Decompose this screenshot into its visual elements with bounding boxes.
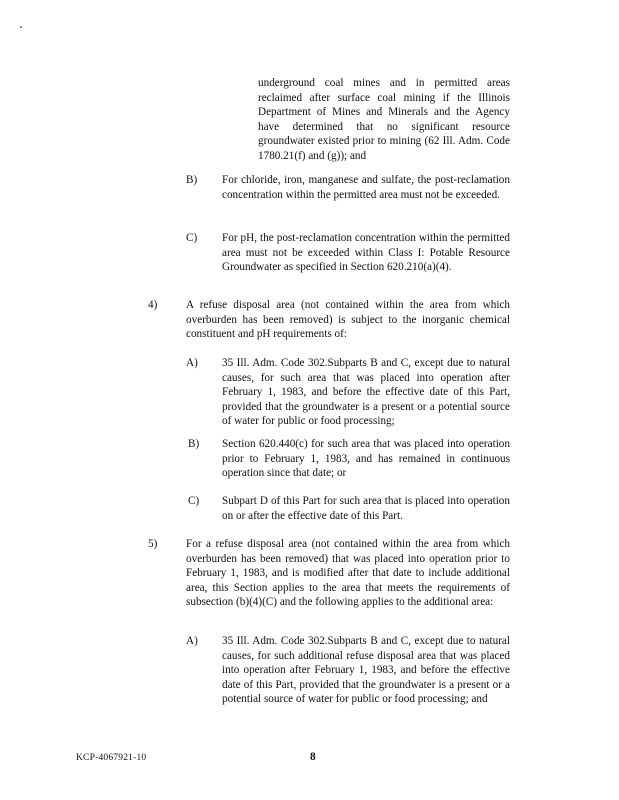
item-4-label: 4) bbox=[148, 299, 158, 311]
item-4-paragraph: A refuse disposal area (not contained within the area from which overburden has been removed) is subject to the inorganic chemical constituent and pH requirements of: bbox=[186, 299, 510, 341]
item-4a-paragraph: 35 Ill. Adm. Code 302.Subparts B and C, except due to natural causes, for such area that was placed into operation after February 1, 1983, and before the effective date of this Part, provided that the groundwater is a present or a potential source of water for public or food processing; bbox=[222, 357, 510, 428]
item-4a-label: A) bbox=[186, 357, 198, 369]
item-5-label: 5) bbox=[148, 538, 158, 550]
item-b-paragraph: For chloride, iron, manganese and sulfate, the post-reclamation concentration within the permitted area must not be exceeded. bbox=[222, 174, 510, 201]
item-5a-label: A) bbox=[186, 635, 198, 647]
item-c-label: C) bbox=[186, 232, 198, 244]
page-number: 8 bbox=[310, 751, 316, 763]
item-4c-paragraph: Subpart D of this Part for such area that is placed into operation on or after the effective date of this Part. bbox=[222, 495, 510, 522]
item-5a-paragraph: 35 Ill. Adm. Code 302.Subparts B and C, except due to natural causes, for such additional refuse disposal area that was placed into operation after February 1, 1983, and before the effective date of this Part, provided that the groundwater is a present or a potential source of water for public or food processing; and bbox=[222, 635, 510, 706]
item-b-label: B) bbox=[186, 174, 198, 186]
continuation-paragraph: underground coal mines and in permitted areas reclaimed after surface coal mining if the Illinois Department of Mines and Minerals and the Agency have determined that no significant resource groundwater existed prior to mining (62 Ill. Adm. Code 1780.21(f) and (g)); and bbox=[258, 77, 510, 162]
item-4b-paragraph: Section 620.440(c) for such area that was placed into operation prior to February 1, 1983, and has remained in continuous operation since that date; or bbox=[222, 438, 510, 480]
scan-speck bbox=[20, 26, 22, 28]
item-4b-label: B) bbox=[188, 438, 200, 450]
item-c-paragraph: For pH, the post-reclamation concentration within the permitted area must not be exceeded within Class I: Potable Resource Groundwater as specified in Section 620.210(a)(4). bbox=[222, 232, 510, 274]
item-5-paragraph: For a refuse disposal area (not contained within the area from which overburden has been removed) that was placed into operation prior to February 1, 1983, and is modified after that date to include additional area, this Section applies to the area that meets the requirements of subsection (b)(4)(C) and the following applies to the additional area: bbox=[186, 538, 510, 609]
footer-document-id: KCP-4067921-10 bbox=[76, 753, 147, 763]
item-4c-label: C) bbox=[188, 495, 200, 507]
